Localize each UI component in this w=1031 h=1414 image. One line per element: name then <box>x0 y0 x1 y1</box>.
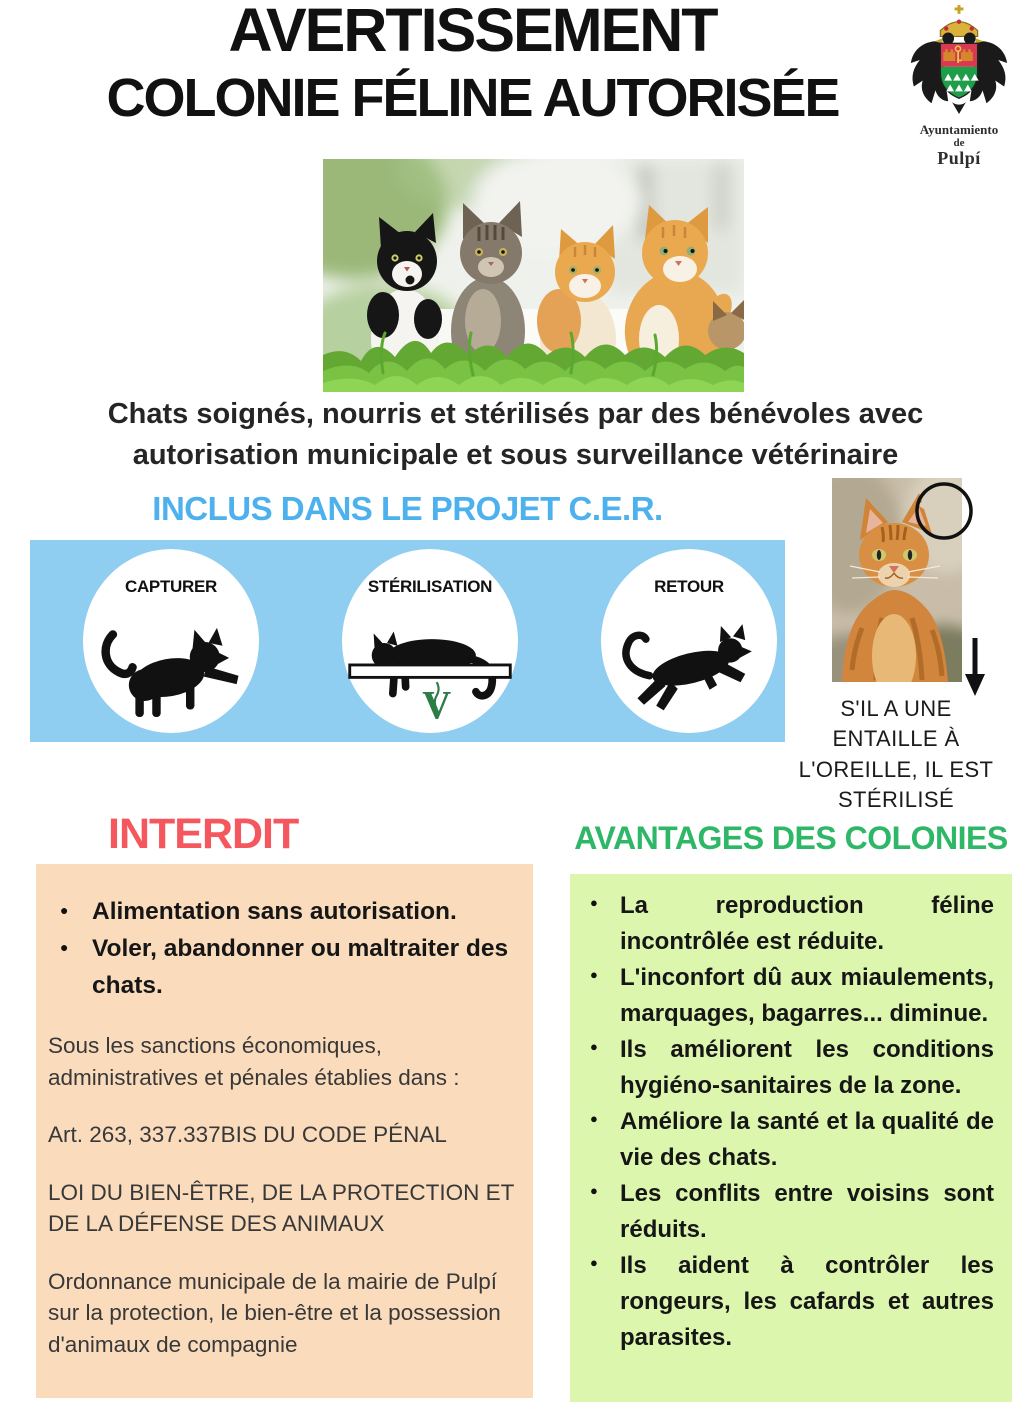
ear-caption-line: STÉRILISÉ <box>837 787 955 813</box>
intro-text: Chats soignés, nourris et stérilisés par des bénévoles avec autorisation municipale et sous surveillance vétérinaire <box>107 398 924 472</box>
page-title: AVERTISSEMENT <box>228 0 717 64</box>
avantage-item: ● Ils aident à contrôler les rongeurs, les cafards et autres parasites. <box>582 1248 994 1356</box>
interdit-item: ● Voler, abandonner ou maltraiter des chats. <box>48 931 525 1005</box>
loi-text: LOI DU BIEN-ÊTRE, DE LA PROTECTION ET DE LA DÉFENSE DES ANIMAUX <box>48 1179 514 1237</box>
avantages-list <box>582 888 994 1356</box>
cer-step-sterilisation <box>342 549 518 733</box>
kittens-photo-illustration <box>323 159 744 392</box>
down-arrow-icon <box>962 636 988 698</box>
ear-caption-line: L'OREILLE, IL EST <box>798 756 994 782</box>
cer-step-label: RETOUR <box>654 577 724 596</box>
interdit-box <box>36 864 533 1398</box>
logo-org-de: de <box>953 137 965 150</box>
ear-caption-line: S'IL A UNE <box>840 696 952 721</box>
header <box>0 0 945 127</box>
sterilisation-cat-icon <box>344 605 516 723</box>
avantage-item: ● Ils améliorent les conditions hygiéno-sanitaires de la zone. <box>582 1032 994 1104</box>
interdit-heading: INTERDIT <box>108 810 299 858</box>
avantage-item: ● Améliore la santé et la qualité de vie des chats. <box>582 1104 994 1176</box>
cer-heading: INCLUS DANS LE PROJET C.E.R. <box>152 490 663 527</box>
code-penal-text: Art. 263, 337.337BIS DU CODE PÉNAL <box>48 1122 447 1148</box>
interdit-item: ● Alimentation sans autorisation. <box>48 894 525 931</box>
avantage-item: ● L'inconfort dû aux miaulements, marquages, bagarres... diminue. <box>582 960 994 1032</box>
ordonnance-text: Ordonnance municipale de la mairie de Pulpí sur la protection, le bien-être et la possession d'animaux de compagnie <box>48 1268 501 1357</box>
page-subtitle: COLONIE FÉLINE AUTORISÉE <box>106 68 839 129</box>
ear-caption-line: ENTAILLE À <box>832 726 960 752</box>
cer-band <box>30 540 785 742</box>
vet-v-symbol: V <box>422 682 452 723</box>
coat-of-arms-icon <box>905 4 1013 116</box>
cer-step-label: CAPTURER <box>124 577 218 596</box>
logo-town-name: Pulpí <box>937 148 981 169</box>
avantages-box <box>570 874 1012 1402</box>
interdit-list <box>48 894 525 1004</box>
sanctions-text: Sous les sanctions économiques, administratives et pénales établies dans : <box>48 1033 460 1090</box>
avantages-heading: AVANTAGES DES COLONIES <box>574 820 1008 856</box>
logo-text <box>903 123 1015 169</box>
cer-step-capture <box>83 549 259 733</box>
kittens-photo <box>323 159 744 392</box>
ear-caption <box>786 694 1006 815</box>
avantage-item: ● La reproduction féline incontrôlée est réduite. <box>582 888 994 960</box>
capture-cat-icon <box>96 619 246 723</box>
logo-org-name: Ayuntamiento <box>919 122 999 137</box>
cer-step-retour <box>601 549 777 733</box>
municipal-logo <box>903 4 1015 169</box>
cer-step-label: STÉRILISATION <box>367 577 493 596</box>
avantage-item: ● Les conflits entre voisins sont réduits. <box>582 1176 994 1248</box>
return-cat-icon <box>614 619 764 723</box>
